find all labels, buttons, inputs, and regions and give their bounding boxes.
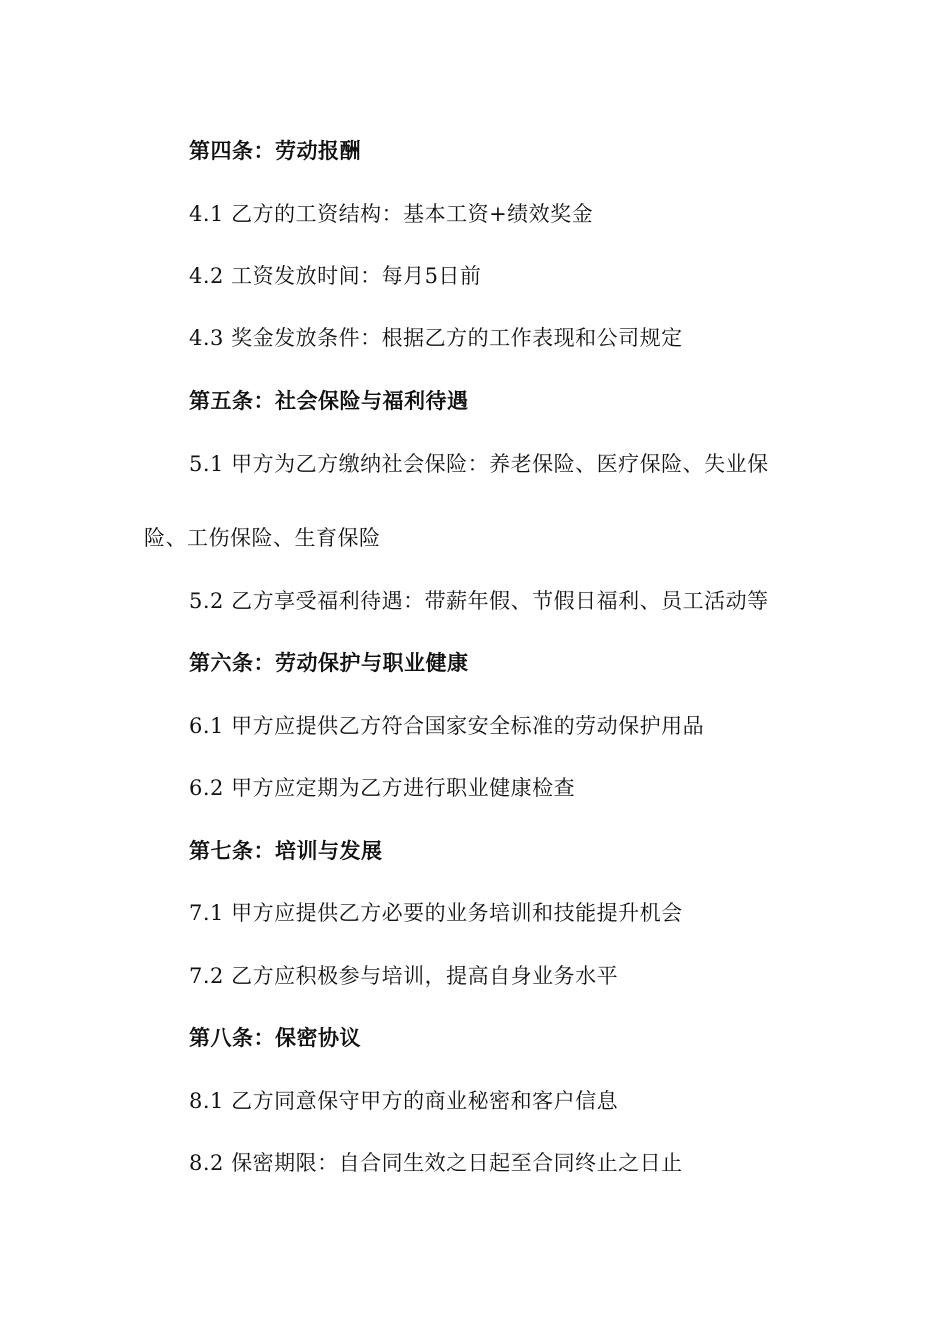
clause-text: 5.1 甲方为乙方缴纳社会保险：养老保险、医疗保险、失业保: [189, 452, 769, 476]
clause-text-continuation: 险、工伤保险、生育保险: [144, 526, 381, 550]
clause-text: 4.2 工资发放时间：每月5日前: [189, 264, 482, 288]
clause-text: 6.2 甲方应定期为乙方进行职业健康检查: [189, 776, 576, 800]
clause-text: 5.2 乙方享受福利待遇：带薪年假、节假日福利、员工活动等: [189, 589, 769, 613]
section-heading: 第六条：劳动保护与职业健康: [189, 651, 469, 675]
clause-text: 4.1 乙方的工资结构：基本工资+绩效奖金: [189, 202, 594, 226]
section-heading: 第四条：劳动报酬: [189, 139, 361, 163]
section-heading: 第八条：保密协议: [189, 1026, 361, 1050]
section-heading: 第五条：社会保险与福利待遇: [189, 389, 469, 413]
clause-text: 7.2 乙方应积极参与培训，提高自身业务水平: [189, 964, 619, 988]
clause-text: 7.1 甲方应提供乙方必要的业务培训和技能提升机会: [189, 901, 683, 925]
clause-text: 6.1 甲方应提供乙方符合国家安全标准的劳动保护用品: [189, 714, 705, 738]
clause-text: 4.3 奖金发放条件：根据乙方的工作表现和公司规定: [189, 326, 683, 350]
clause-text: 8.2 保密期限：自合同生效之日起至合同终止之日止: [189, 1151, 683, 1175]
section-heading: 第七条：培训与发展: [189, 839, 383, 863]
clause-text: 8.1 乙方同意保守甲方的商业秘密和客户信息: [189, 1089, 619, 1113]
